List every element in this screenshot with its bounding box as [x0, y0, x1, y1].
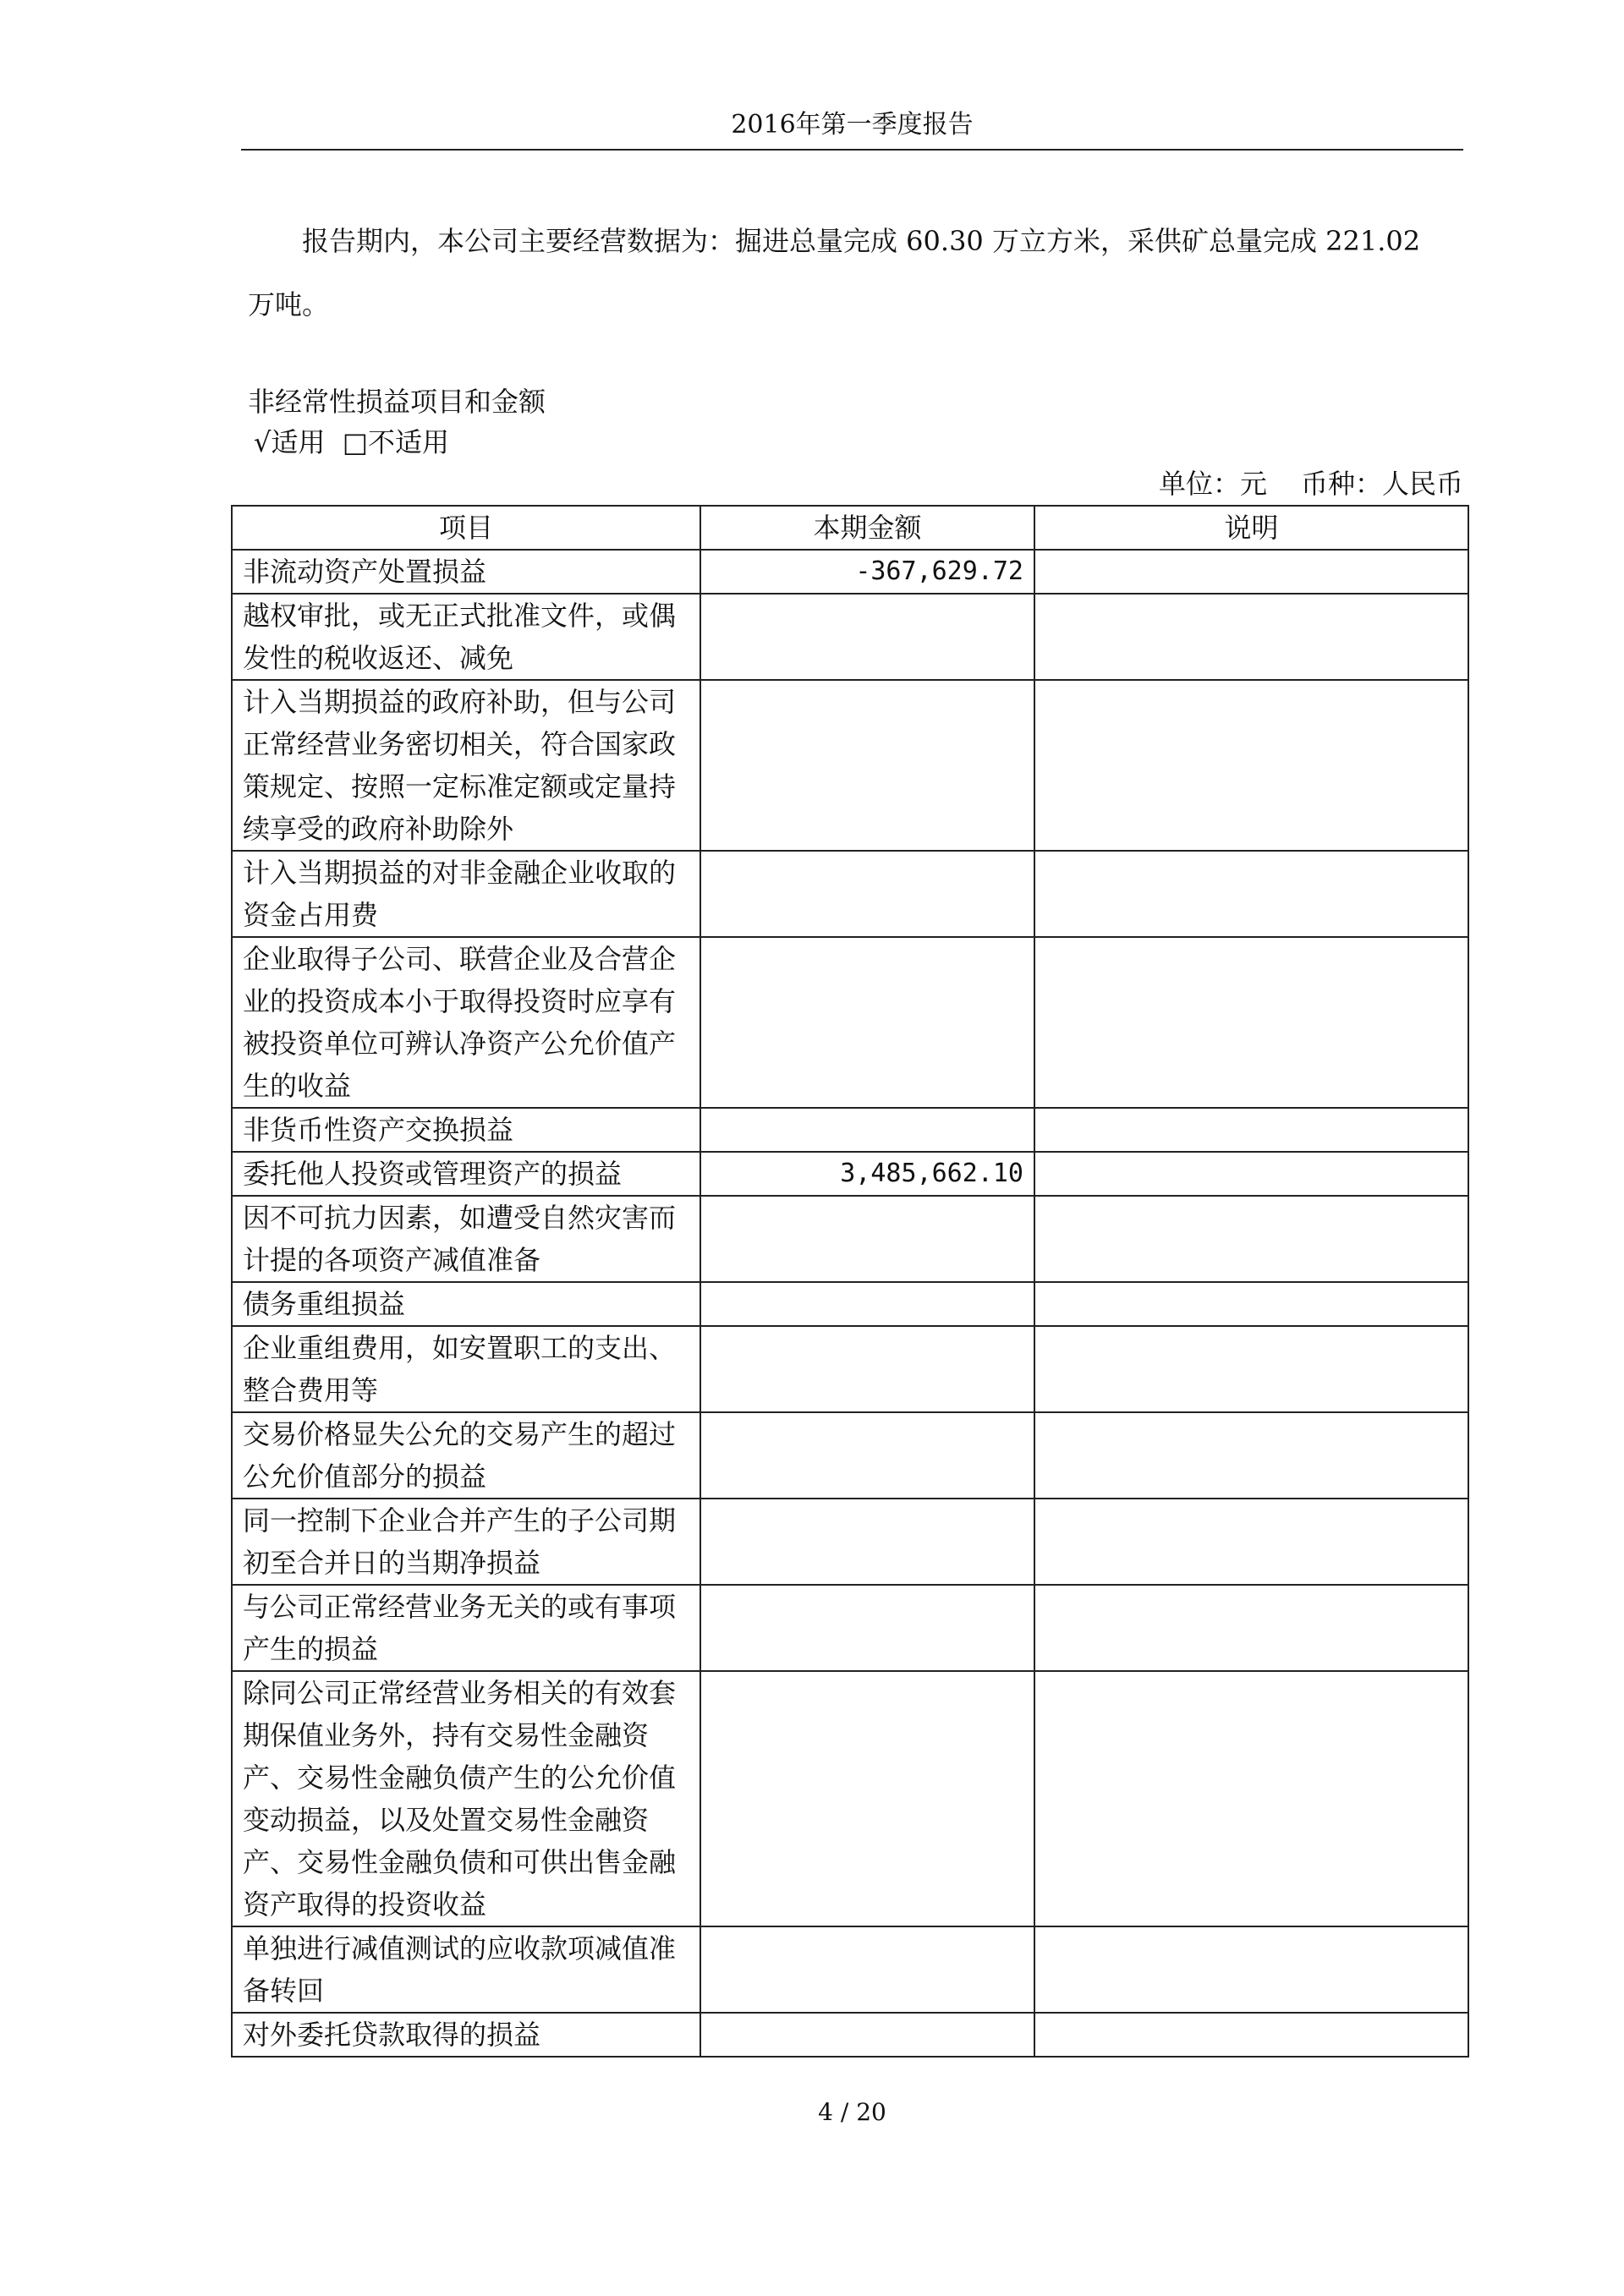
row-note	[1034, 1196, 1468, 1282]
table-row	[232, 1282, 1468, 1326]
row-note	[1034, 1671, 1468, 1926]
row-item: 对外委托贷款取得的损益	[232, 2013, 700, 2057]
row-amount	[700, 1585, 1034, 1671]
table-row	[232, 937, 1468, 1108]
row-item: 企业重组费用，如安置职工的支出、整合费用等	[232, 1326, 700, 1412]
header-note: 说明	[1034, 506, 1468, 550]
row-amount	[700, 851, 1034, 937]
row-note	[1034, 680, 1468, 851]
unit-currency-line	[1159, 467, 1463, 501]
row-item: 计入当期损益的政府补助，但与公司正常经营业务密切相关，符合国家政策规定、按照一定标准定额或定量持续享受的政府补助除外	[232, 680, 700, 851]
row-item: 除同公司正常经营业务相关的有效套期保值业务外，持有交易性金融资产、交易性金融负债产生的公允价值变动损益，以及处置交易性金融资产、交易性金融负债和可供出售金融资产取得的投资收益	[232, 1671, 700, 1926]
table-row	[232, 1196, 1468, 1282]
operating-data-paragraph: 报告期内，本公司主要经营数据为：掘进总量完成 60.30 万立方米，采供矿总量完成 221.02	[302, 225, 1421, 257]
row-item: 交易价格显失公允的交易产生的超过公允价值部分的损益	[232, 1412, 700, 1499]
table-row	[232, 1585, 1468, 1671]
currency-label: 币种：人民币	[1300, 468, 1463, 500]
row-note	[1034, 2013, 1468, 2057]
row-amount	[700, 2013, 1034, 2057]
row-note	[1034, 1585, 1468, 1671]
row-item: 单独进行减值测试的应收款项减值准备转回	[232, 1926, 700, 2013]
row-amount	[700, 1196, 1034, 1282]
row-note	[1034, 1108, 1468, 1152]
row-amount	[700, 1108, 1034, 1152]
table-row	[232, 1326, 1468, 1412]
not-applicable-option: □不适用	[342, 426, 449, 458]
row-amount	[700, 594, 1034, 680]
table-row	[232, 1412, 1468, 1499]
non-recurring-items-table	[231, 505, 1469, 2058]
row-item: 越权审批，或无正式批准文件，或偶发性的税收返还、减免	[232, 594, 700, 680]
row-amount	[700, 1671, 1034, 1926]
row-item: 因不可抗力因素，如遭受自然灾害而计提的各项资产减值准备	[232, 1196, 700, 1282]
operating-data-paragraph-end: 万吨。	[248, 288, 330, 321]
table-row	[232, 1499, 1468, 1585]
header-divider	[241, 149, 1463, 151]
row-amount	[700, 1499, 1034, 1585]
row-item: 同一控制下企业合并产生的子公司期初至合并日的当期净损益	[232, 1499, 700, 1585]
row-note	[1034, 851, 1468, 937]
row-item: 委托他人投资或管理资产的损益	[232, 1152, 700, 1196]
table-row	[232, 1152, 1468, 1196]
table-row	[232, 851, 1468, 937]
row-item: 企业取得子公司、联营企业及合营企业的投资成本小于取得投资时应享有被投资单位可辨认净资产公允价值产生的收益	[232, 937, 700, 1108]
row-amount	[700, 937, 1034, 1108]
row-amount: 3,485,662.10	[700, 1152, 1034, 1196]
unit-label: 单位：元	[1158, 468, 1267, 500]
applicable-checked-option: √适用	[254, 426, 326, 458]
row-note	[1034, 1499, 1468, 1585]
page-number: 4 / 20	[818, 2098, 886, 2126]
row-amount	[700, 1326, 1034, 1412]
header-amount: 本期金额	[700, 506, 1034, 550]
table-row	[232, 594, 1468, 680]
table-row	[232, 550, 1468, 594]
row-note	[1034, 1412, 1468, 1499]
row-amount	[700, 1282, 1034, 1326]
row-item: 非流动资产处置损益	[232, 550, 700, 594]
row-item: 债务重组损益	[232, 1282, 700, 1326]
table-row	[232, 2013, 1468, 2057]
row-note	[1034, 1152, 1468, 1196]
row-note	[1034, 1326, 1468, 1412]
table-header-row	[232, 506, 1468, 550]
row-note	[1034, 550, 1468, 594]
row-note	[1034, 937, 1468, 1108]
page-header-title: 2016年第一季度报告	[731, 110, 974, 140]
section-title: 非经常性损益项目和金额	[248, 386, 546, 418]
row-note	[1034, 594, 1468, 680]
row-item: 非货币性资产交换损益	[232, 1108, 700, 1152]
row-amount	[700, 1412, 1034, 1499]
row-note	[1034, 1282, 1468, 1326]
header-item: 项目	[232, 506, 700, 550]
row-item: 与公司正常经营业务无关的或有事项产生的损益	[232, 1585, 700, 1671]
row-item: 计入当期损益的对非金融企业收取的资金占用费	[232, 851, 700, 937]
applicability-options	[254, 425, 449, 459]
row-note	[1034, 1926, 1468, 2013]
table-row	[232, 680, 1468, 851]
row-amount	[700, 680, 1034, 851]
table-row	[232, 1926, 1468, 2013]
table-row	[232, 1108, 1468, 1152]
table-row	[232, 1671, 1468, 1926]
row-amount: -367,629.72	[700, 550, 1034, 594]
row-amount	[700, 1926, 1034, 2013]
